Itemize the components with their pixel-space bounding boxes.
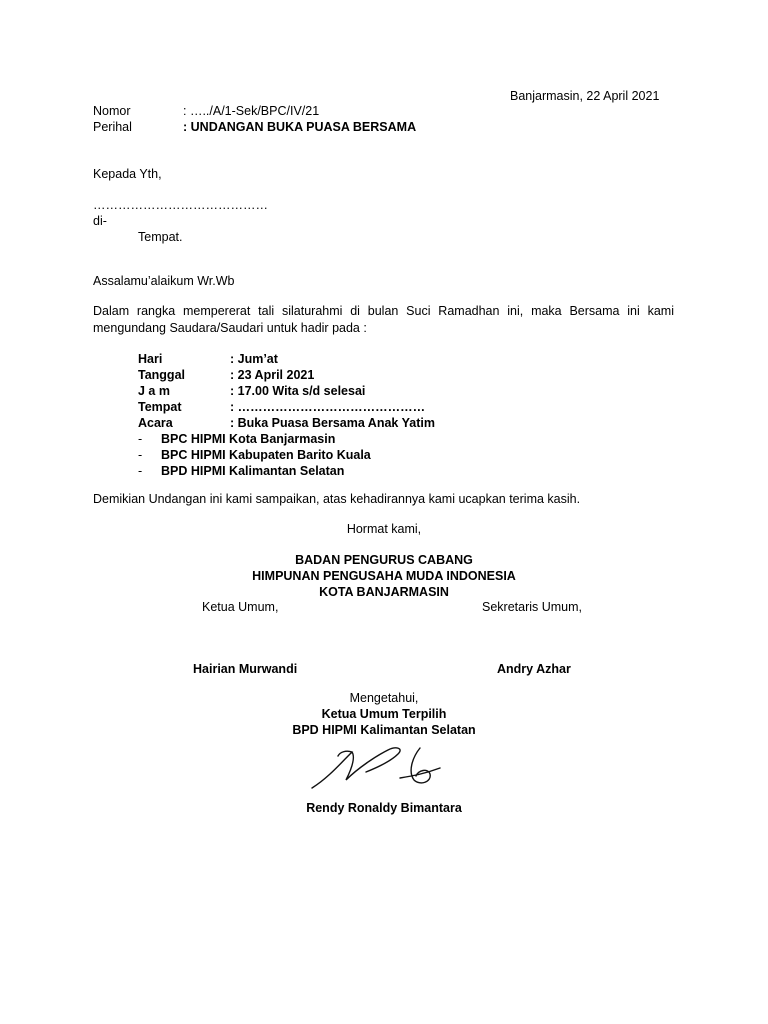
list-dash: - <box>138 448 143 462</box>
approver-name: Rendy Ronaldy Bimantara <box>306 801 462 815</box>
organizer-text: BPC HIPMI Kabupaten Barito Kuala <box>161 448 371 462</box>
kepada-text: Kepada Yth, <box>93 167 162 181</box>
organizer-text: BPD HIPMI Kalimantan Selatan <box>161 464 345 478</box>
intro-paragraph: Dalam rangka mempererat tali silaturahmi di bulan Suci Ramadhan ini, maka Bersama ini kami mengundang Saudara/Saudari untuk hadir pada : <box>93 304 674 335</box>
org-line-1: BADAN PENGURUS CABANG <box>295 553 473 567</box>
di-text: di- <box>93 214 107 228</box>
detail-label: Acara <box>138 416 173 430</box>
detail-label: J a m <box>138 384 170 398</box>
org-line-2: HIMPUNAN PENGUSAHA MUDA INDONESIA <box>252 569 516 583</box>
organizer-item <box>138 463 344 479</box>
organizer-text: BPC HIPMI Kota Banjarmasin <box>161 432 336 446</box>
nomor-label: Nomor <box>93 104 131 118</box>
signature-image <box>300 738 460 798</box>
left-signatory-title: Ketua Umum, <box>202 600 279 614</box>
right-signatory-name: Andry Azhar <box>497 662 571 676</box>
detail-value: : Buka Puasa Bersama Anak Yatim <box>230 416 435 430</box>
letter-date: Banjarmasin, 22 April 2021 <box>510 89 660 103</box>
detail-value: : 17.00 Wita s/d selesai <box>230 384 366 398</box>
detail-value: : 23 April 2021 <box>230 368 315 382</box>
recipient-dots: …………………………………… <box>93 198 268 212</box>
approval-title-1: Ketua Umum Terpilih <box>321 707 447 721</box>
approval-title-2: BPD HIPMI Kalimantan Selatan <box>292 723 476 737</box>
nomor-value: : …../A/1-Sek/BPC/IV/21 <box>183 104 320 118</box>
organizer-item <box>138 431 335 447</box>
signature-stroke-1 <box>312 748 400 788</box>
detail-value: : Jum’at <box>230 352 278 366</box>
closing-text: Demikian Undangan ini kami sampaikan, atas kehadirannya kami ucapkan terima kasih. <box>93 492 581 506</box>
left-signatory-name: Hairian Murwandi <box>193 662 298 676</box>
list-dash: - <box>138 464 143 478</box>
mengetahui-text: Mengetahui, <box>349 691 419 705</box>
greeting: Assalamu’alaikum Wr.Wb <box>93 274 235 288</box>
tempat-text: Tempat. <box>138 230 183 244</box>
list-dash: - <box>138 432 143 446</box>
right-signatory-title: Sekretaris Umum, <box>482 600 583 614</box>
perihal-value: : UNDANGAN BUKA PUASA BERSAMA <box>183 120 417 134</box>
detail-label: Tanggal <box>138 368 185 382</box>
organizer-item <box>138 447 371 463</box>
detail-label: Tempat <box>138 400 182 414</box>
perihal-label: Perihal <box>93 120 132 134</box>
org-line-3: KOTA BANJARMASIN <box>319 585 449 599</box>
detail-value: : ……………………………………… <box>230 400 426 414</box>
detail-label: Hari <box>138 352 163 366</box>
hormat-text: Hormat kami, <box>346 522 422 536</box>
signature-stroke-2 <box>400 748 440 783</box>
